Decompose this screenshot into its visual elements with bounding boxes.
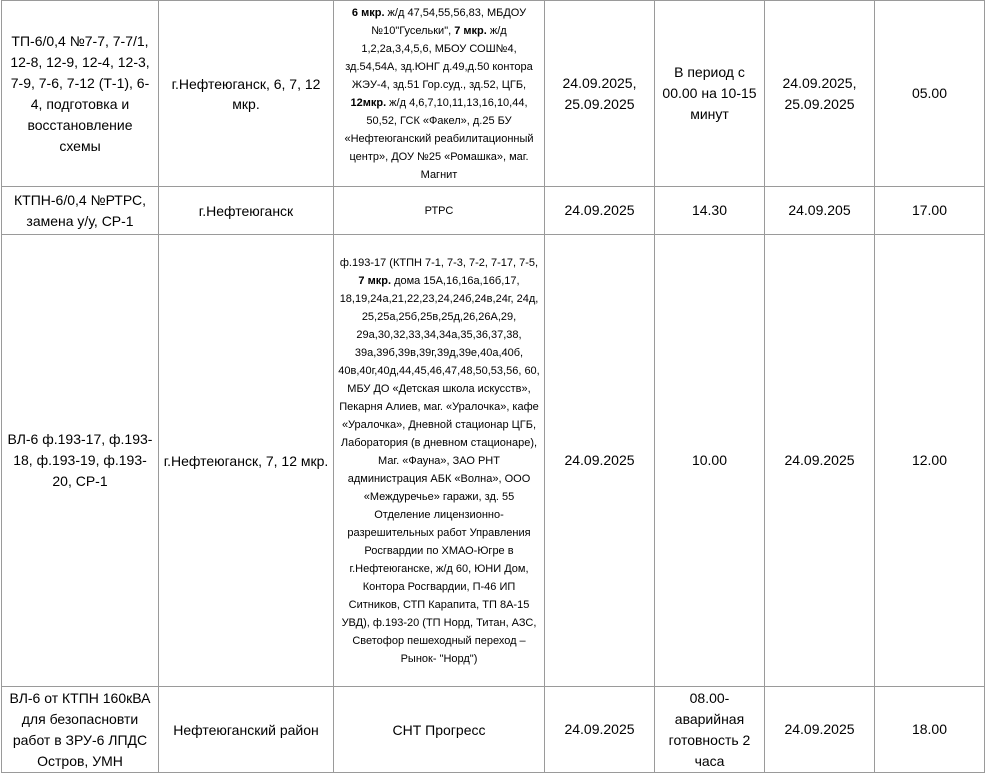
address-cell [334, 1, 545, 187]
start-time-cell: В период с 00.00 на 10-15 минут [655, 1, 765, 187]
address-text: ж/д 4,6,7,10,11,13,16,10,44, 50,52, ГСК «Факел», д.25 БУ «Нефтеюганский реабилитационный центр», ДОУ №25 «Ромашка», маг. Магнит [344, 96, 534, 181]
district-label: 12мкр. [350, 96, 387, 109]
address-cell [334, 235, 545, 687]
district-label: 7 мкр. [454, 24, 487, 37]
table-row [2, 235, 985, 687]
address-text: ж/д 47,54,55,56,83, МБДОУ №10"Гусельки", [371, 6, 527, 37]
table-row [2, 687, 985, 773]
start-time-cell: 08.00- аварийная готовность 2 часа [655, 687, 765, 773]
start-date-cell: 24.09.2025 [545, 235, 655, 687]
end-time-cell: 12.00 [875, 235, 985, 687]
address-cell: РТРС [334, 187, 545, 235]
object-cell: ВЛ-6 от КТПН 160кВА для безопасновти работ в ЗРУ-6 ЛПДС Остров, УМН [2, 687, 159, 773]
table-row [2, 187, 985, 235]
end-date-cell: 24.09.2025, 25.09.2025 [765, 1, 875, 187]
start-time-cell: 10.00 [655, 235, 765, 687]
end-date-cell: 24.09.205 [765, 187, 875, 235]
start-date-cell: 24.09.2025, 25.09.2025 [545, 1, 655, 187]
city-cell: г.Нефтеюганск, 6, 7, 12 мкр. [159, 1, 334, 187]
city-cell: Нефтеюганский район [159, 687, 334, 773]
address-cell: СНТ Прогресс [334, 687, 545, 773]
district-label: 7 мкр. [358, 274, 392, 287]
start-date-cell: 24.09.2025 [545, 687, 655, 773]
object-cell: КТПН-6/0,4 №РТРС, замена у/у, СР-1 [2, 187, 159, 235]
end-date-cell: 24.09.2025 [765, 235, 875, 687]
district-label: 6 мкр. [351, 6, 385, 19]
outage-schedule-table [1, 0, 985, 773]
object-cell: ВЛ-6 ф.193-17, ф.193-18, ф.193-19, ф.193-20, СР-1 [2, 235, 159, 687]
object-cell: ТП-6/0,4 №7-7, 7-7/1, 12-8, 12-9, 12-4, 12-3, 7-9, 7-6, 7-12 (Т-1), 6-4, подготовка и восстановление схемы [2, 1, 159, 187]
address-text: ж/д 1,2,2а,3,4,5,6, МБОУ СОШ№4, зд.54,54А, зд.ЮНГ д.49,д.50 контора ЖЭУ-4, зд.51 Гор.суд., зд.52, ЦГБ, [345, 24, 533, 91]
address-text: дома 15А,16,16а,16б,17, 18,19,24а,21,22,23,24,24б,24в,24г, 24д, 25,25а,25б,25в,25д,26,26А,29, 29а,30,32,33,34,34а,35,36,37,38, 39а,39б,39в,39г,39д,39е,40а,40б, 40в,40г,40д,44,45,46,47,48,50,53,56, 60, МБУ ДО «Детская школа искусств», Пекарня Алиев, маг. «Уралочка», кафе «Уралочка», Дневной стационар ЦГБ, Лаборатория (в дневном стационаре), Маг. «Фауна», ЗАО РНТ администрация АБК «Волна», ООО «Междуречье» гаражи, зд. 55 Отделение лицензионно-разрешительных работ Управления Росгвардии по ХМАО-Югре в г.Нефтеюганске, ж/д 60, ЮНИ Дом, Контора Росгвардии, П-46 ИП Ситников, СТП Карапита, ТП 8А-15 УВД), ф.193-20 (ТП Норд, Титан, АЗС, Светофор пешеходный переход – Рынок- "Норд") [338, 274, 540, 665]
city-cell: г.Нефтеюганск, 7, 12 мкр. [159, 235, 334, 687]
start-date-cell: 24.09.2025 [545, 187, 655, 235]
start-time-cell: 14.30 [655, 187, 765, 235]
table-row [2, 1, 985, 187]
end-time-cell: 05.00 [875, 1, 985, 187]
city-cell: г.Нефтеюганск [159, 187, 334, 235]
end-time-cell: 17.00 [875, 187, 985, 235]
address-text: ф.193-17 (КТПН 7-1, 7-3, 7-2, 7-17, 7-5, [339, 256, 539, 269]
end-time-cell: 18.00 [875, 687, 985, 773]
end-date-cell: 24.09.2025 [765, 687, 875, 773]
